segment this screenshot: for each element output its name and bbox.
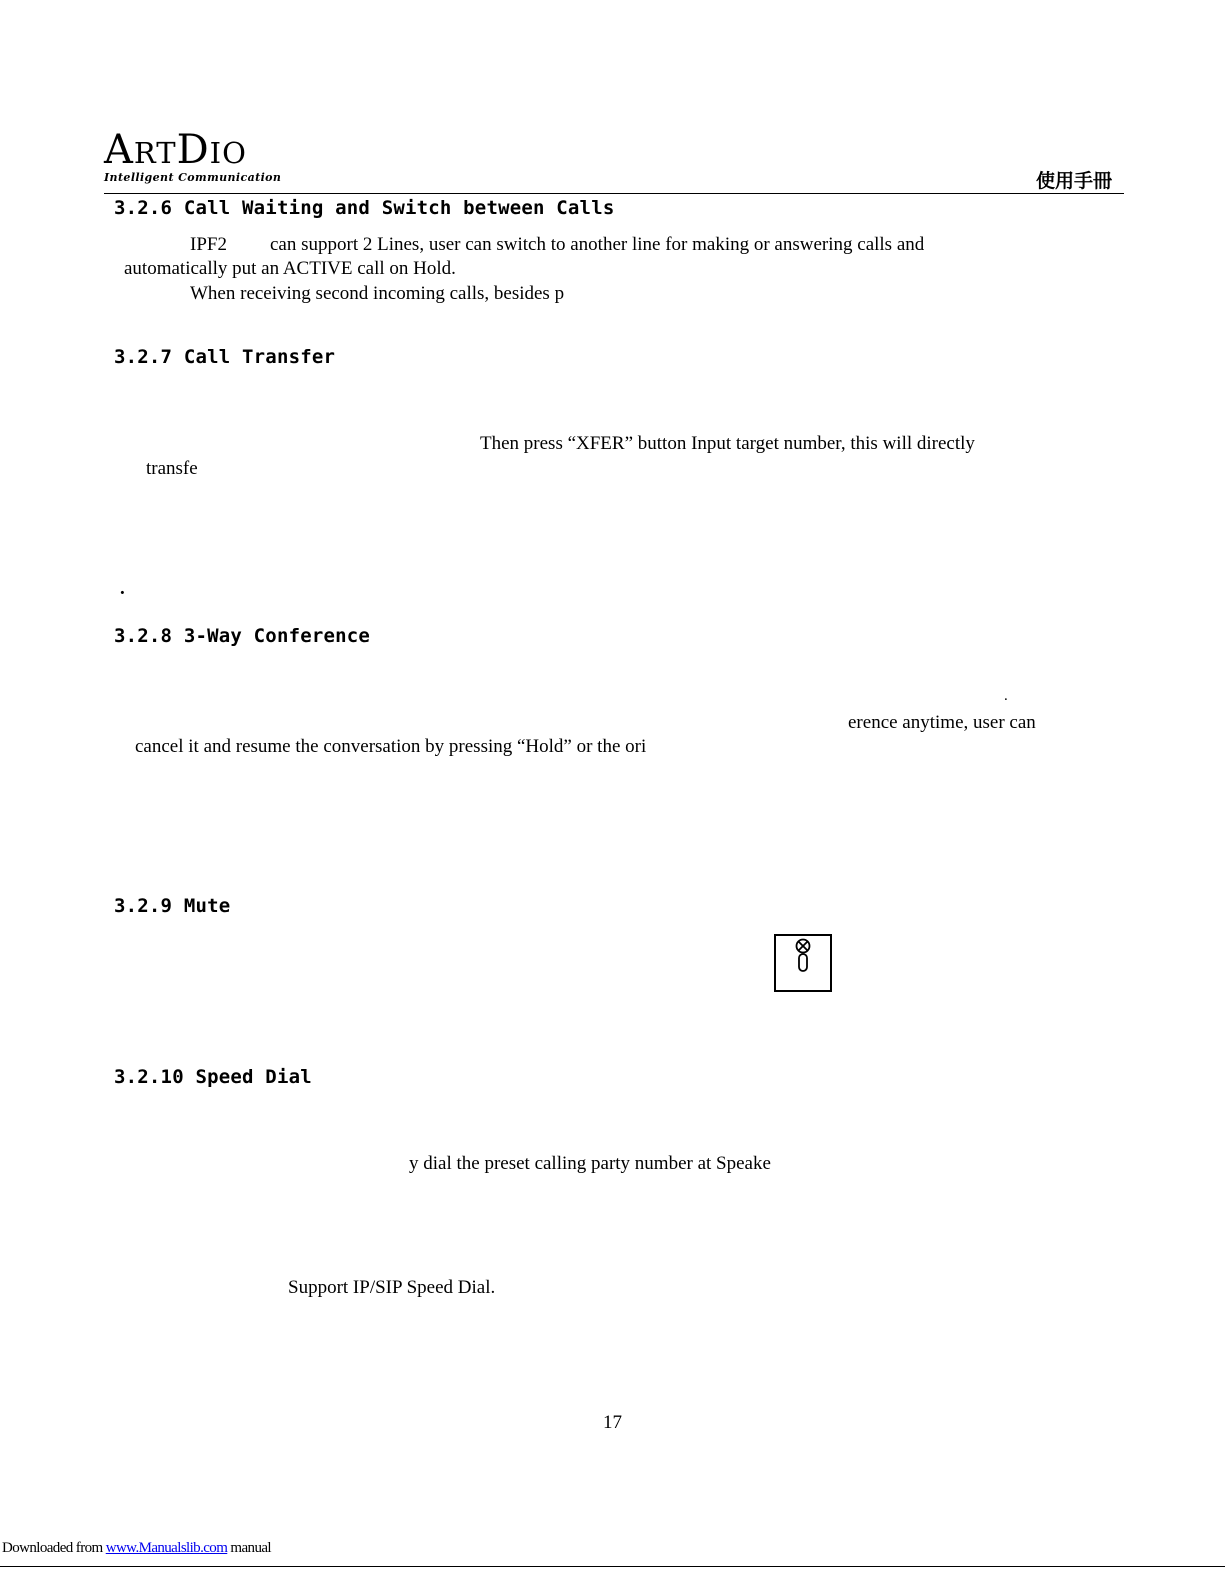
artdio-logo [104, 127, 282, 184]
paragraph-text: cancel it and resume the conversation by pressing “Hold” or the ori [135, 736, 647, 757]
paragraph-text: erence anytime, user can [848, 712, 1036, 733]
header-divider [104, 193, 1124, 194]
download-footer [2, 1540, 271, 1557]
logo-wordmark: ARTDIO [104, 127, 247, 173]
manualslib-link[interactable]: www.Manualslib.com [105, 1540, 228, 1556]
header-title: 使用手冊 [1035, 170, 1112, 192]
footer-divider [0, 1566, 1225, 1567]
section-heading-328: 3.2.8 3-Way Conference [114, 625, 371, 647]
mute-button-image [774, 934, 832, 992]
stray-dot: . [1004, 688, 1008, 704]
paragraph-text: When receiving second incoming calls, besides p [190, 283, 565, 304]
section-heading-3210: 3.2.10 Speed Dial [114, 1066, 312, 1088]
stray-dot: . [120, 578, 125, 599]
paragraph-text: Support IP/SIP Speed Dial. [288, 1277, 496, 1298]
logo-tagline: Intelligent Communication [104, 171, 282, 184]
paragraph-text: Then press “XFER” button Input target number, this will directly [480, 433, 975, 454]
footer-prefix: Downloaded from [2, 1540, 106, 1556]
muted-microphone-icon [776, 936, 830, 990]
page-number: 17 [603, 1412, 622, 1433]
section-heading-327: 3.2.7 Call Transfer [114, 346, 336, 368]
section-heading-326: 3.2.6 Call Waiting and Switch between Calls [114, 197, 615, 219]
paragraph-text: transfe [146, 458, 198, 479]
paragraph-text: automatically put an ACTIVE call on Hold. [124, 258, 456, 279]
paragraph-text: y dial the preset calling party number at Speake [409, 1153, 771, 1174]
section-heading-329: 3.2.9 Mute [114, 895, 231, 917]
paragraph-text: can support 2 Lines, user can switch to another line for making or answering calls and [270, 234, 925, 255]
footer-suffix: manual [227, 1540, 271, 1556]
paragraph-text: IPF2 [190, 234, 227, 255]
